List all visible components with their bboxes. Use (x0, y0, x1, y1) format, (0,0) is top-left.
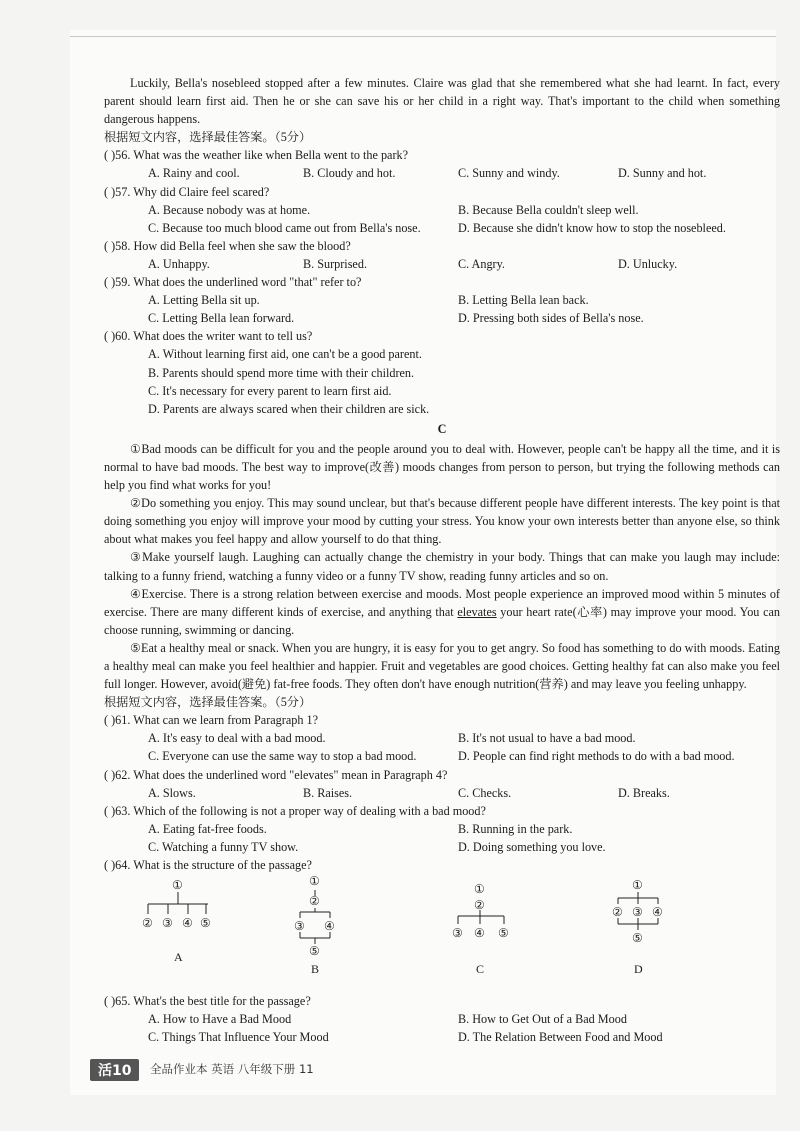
diagram-a-node-1: ① (172, 878, 183, 893)
instruction-b: 根据短文内容，选择最佳答案。（5分） (104, 130, 312, 145)
diagram-a-node-2: ② (142, 916, 153, 931)
answer-option: C. Angry. (458, 256, 505, 271)
answer-option: B. Cloudy and hot. (303, 166, 396, 181)
diagram-a-node-5: ⑤ (200, 916, 211, 931)
structure-diagrams (104, 876, 780, 992)
diagram-b-label: B (311, 962, 320, 977)
q65-option-a: A. How to Have a Bad Mood (148, 1012, 292, 1027)
answer-option: C. Checks. (458, 785, 512, 800)
diagram-c-node-1: ① (474, 882, 485, 897)
question-stem: ( )61. What can we learn from Paragraph 1? (104, 713, 318, 728)
question-stem: ( )63. Which of the following is not a proper way of dealing with a bad mood? (104, 803, 486, 818)
diagram-d (610, 876, 670, 977)
diagram-c-label: C (476, 962, 485, 977)
top-rule (70, 36, 776, 37)
answer-option: C. Because too much blood came out from Bella's nose. (148, 220, 421, 235)
answer-option: B. It's not usual to have a bad mood. (458, 731, 636, 746)
answer-option: A. Eating fat-free foods. (148, 821, 267, 836)
question-stem: ( )58. How did Bella feel when she saw the blood? (104, 238, 351, 253)
passage-c-p1: ①Bad moods can be difficult for you and the people around you to deal with. However, people can't be happy all the time, and it is normal to have bad moods. The best way to improve(改善) moods changes from person to person, but trying the following methods can help you find what works for you! (104, 441, 780, 493)
question-65: ( )65. What's the best title for the passage? (104, 994, 311, 1009)
answer-option: A. Unhappy. (148, 256, 210, 271)
diagram-a (138, 876, 211, 965)
passage-c-p5: ⑤Eat a healthy meal or snack. When you are hungry, it is easy for you to get angry. So food has something to do with moods. Eating a healthy meal can make you feel healthier and happier. Fruit and vegetables are good choices. Getting healthy fat can also make you feel full longer. However, avoid(避免) fat-free foods. They often don't have enough nutrition(营养) and may leave you feeling unhappy. (104, 640, 780, 692)
q65-option-b: B. How to Get Out of a Bad Mood (458, 1012, 627, 1027)
diagram-b-node-4: ④ (324, 919, 335, 934)
question-stem: ( )64. What is the structure of the passage? (104, 858, 312, 873)
diagram-d-node-1: ① (632, 878, 643, 893)
answer-option: D. Sunny and hot. (618, 166, 707, 181)
answer-option: C. Watching a funny TV show. (148, 839, 299, 854)
diagram-a-node-4: ④ (182, 916, 193, 931)
answer-option: B. Letting Bella lean back. (458, 293, 589, 308)
answer-options (104, 255, 780, 273)
answer-option: B. Parents should spend more time with their children. (148, 365, 415, 380)
p4-text-after: your heart rate(心率) may improve your mood. You can choose running, swimming or dancing. (104, 604, 780, 637)
answer-option: A. It's easy to deal with a bad mood. (148, 731, 326, 746)
answer-option: B. Raises. (303, 785, 353, 800)
passage-c-p2: ②Do something you enjoy. This may sound unclear, but that's because different people have different interests. The key point is that doing something you enjoy will improve your mood by cutting your stress. You know your own interests better than anyone else, so think about what makes you feel happy and allow yourself to do that thing. (104, 496, 780, 547)
questions-b (104, 146, 780, 417)
section-c-label: C (437, 421, 447, 436)
question-stem: ( )60. What does the writer want to tell us? (104, 329, 313, 344)
diagram-d-node-5: ⑤ (632, 931, 643, 946)
answer-option: C. Letting Bella lean forward. (148, 311, 295, 326)
footer-badge: 活10 (90, 1059, 139, 1081)
answer-option: B. Because Bella couldn't sleep well. (458, 202, 639, 217)
worksheet-content (104, 74, 780, 1046)
question-stem: ( )62. What does the underlined word "elevates" mean in Paragraph 4? (104, 767, 448, 782)
answer-option: A. Rainy and cool. (148, 166, 240, 181)
diagram-c-node-3: ③ (452, 926, 463, 941)
page-footer (70, 1058, 776, 1080)
underlined-word-elevates: elevates (457, 604, 497, 619)
answer-options (104, 201, 780, 237)
q65-option-c: C. Things That Influence Your Mood (148, 1030, 329, 1045)
answer-option: A. Without learning first aid, one can't be a good parent. (148, 347, 422, 362)
footer-text: 全品作业本 英语 八年级下册 11 (150, 1062, 314, 1076)
p4-text-before: ④Exercise. There is a strong relation between exercise and moods. Most people experience an improved mood within 5 minutes of exercise. There are many different kinds of exercise, and anything that (104, 586, 780, 619)
diagram-a-label: A (174, 950, 183, 965)
answer-option: C. It's necessary for every parent to learn first aid. (148, 383, 392, 398)
answer-options (104, 784, 780, 802)
question-stem: ( )56. What was the weather like when Bella went to the park? (104, 148, 409, 163)
answer-option: D. Pressing both sides of Bella's nose. (458, 311, 644, 326)
diagram-d-node-2: ② (612, 905, 623, 920)
question-65-options (104, 1010, 780, 1046)
questions-c (104, 711, 780, 874)
answer-option: D. Doing something you love. (458, 839, 606, 854)
diagram-d-label: D (634, 962, 643, 977)
answer-option: A. Because nobody was at home. (148, 202, 311, 217)
answer-option: D. Parents are always scared when their children are sick. (148, 401, 430, 416)
diagram-b-node-2: ② (309, 894, 320, 909)
answer-options (104, 729, 780, 765)
answer-option: C. Sunny and windy. (458, 166, 560, 181)
diagram-b-node-5: ⑤ (309, 944, 320, 959)
answer-option: B. Surprised. (303, 256, 367, 271)
answer-options (104, 291, 780, 327)
answer-option: B. Running in the park. (458, 821, 573, 836)
q65-option-d: D. The Relation Between Food and Mood (458, 1030, 663, 1045)
answer-options (104, 164, 780, 182)
answer-option: D. Breaks. (618, 785, 670, 800)
passage-c-p3: ③Make yourself laugh. Laughing can actually change the chemistry in your body. Things that can make you laugh may include: talking to a funny friend, watching a funny video or a funny TV show, reading funny articles and so on. (104, 550, 780, 583)
diagram-c-node-2: ② (474, 898, 485, 913)
answer-option: D. Unlucky. (618, 256, 678, 271)
instruction-c: 根据短文内容，选择最佳答案。（5分） (104, 695, 312, 710)
passage-b-ending: Luckily, Bella's nosebleed stopped after a few minutes. Claire was glad that she remembered what she had learnt. In fact, every parent should learn first aid. Then he or she can save his or her child in a right way. That's important to the child when something dangerous happens. (104, 76, 780, 127)
answer-option: C. Everyone can use the same way to stop a bad mood. (148, 749, 417, 764)
diagram-d-node-4: ④ (652, 905, 663, 920)
answer-option: D. Because she didn't know how to stop the nosebleed. (458, 220, 726, 235)
question-stem: ( )59. What does the underlined word "that" refer to? (104, 275, 362, 290)
answer-option: A. Slows. (148, 785, 196, 800)
diagram-c (448, 876, 518, 977)
diagram-c-node-4: ④ (474, 926, 485, 941)
passage-c-p4 (104, 585, 780, 639)
question-stem: ( )57. Why did Claire feel scared? (104, 184, 270, 199)
diagram-b-node-1: ① (309, 874, 320, 889)
answer-option: A. Letting Bella sit up. (148, 293, 260, 308)
diagram-b-node-3: ③ (294, 919, 305, 934)
answer-option: D. People can find right methods to do with a bad mood. (458, 749, 735, 764)
answer-options (104, 820, 780, 856)
diagram-a-node-3: ③ (162, 916, 173, 931)
diagram-d-node-3: ③ (632, 905, 643, 920)
diagram-c-node-5: ⑤ (498, 926, 509, 941)
diagram-b (288, 874, 348, 977)
